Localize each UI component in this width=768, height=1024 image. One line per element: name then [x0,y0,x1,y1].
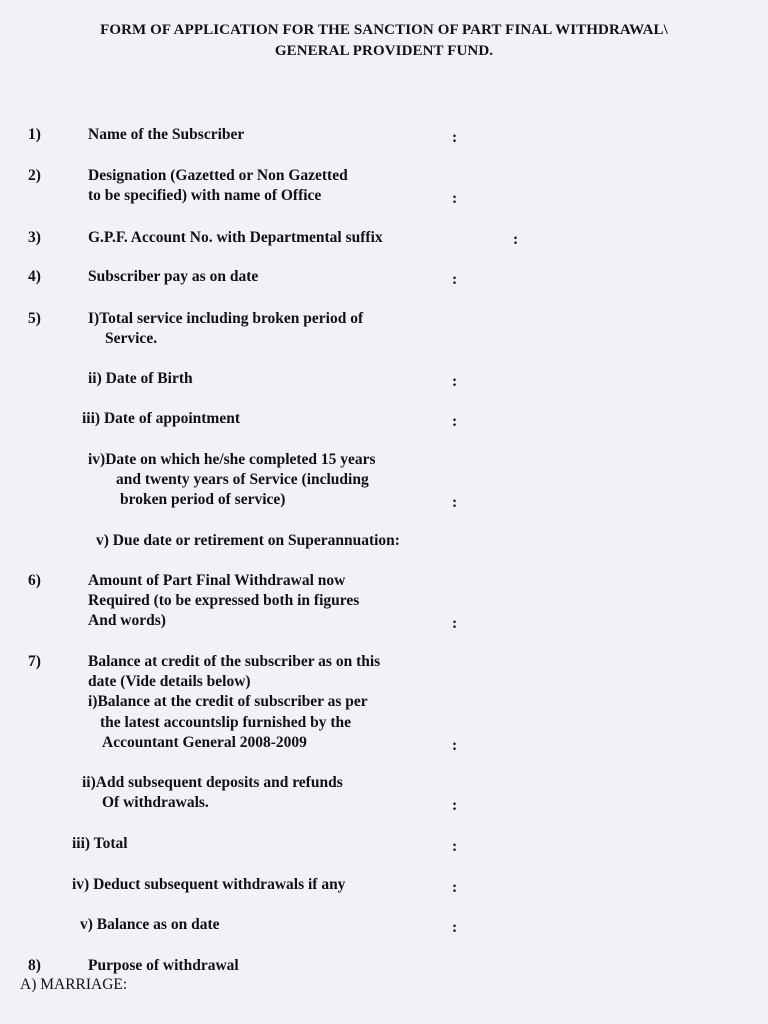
field-colon: : [452,271,458,288]
item-text: Subscriber pay as on date [88,268,259,285]
field-colon: : [452,373,458,390]
item-text: i)Balance at the credit of subscriber as per [88,693,368,710]
item-text: I)Total service including broken period of [88,310,364,327]
item-number: 1) [28,126,41,143]
form-title-line-2: GENERAL PROVIDENT FUND. [274,43,494,59]
item-text: Service. [105,330,158,347]
field-colon: : [452,797,458,814]
item-number: 2) [28,167,41,184]
field-colon: : [513,231,519,248]
item-text: G.P.F. Account No. with Departmental suffix [88,229,383,246]
item-text: Of withdrawals. [102,794,209,811]
purpose-marriage-label: A) MARRIAGE: [20,976,128,993]
item-number: 7) [28,653,41,670]
item-text: date (Vide details below) [88,673,251,690]
field-colon: : [452,919,458,936]
item-text: v) Due date or retirement on Superannuation: [96,532,400,549]
item-number: 8) [28,957,41,974]
item-text: broken period of service) [120,491,286,508]
item-number: 4) [28,268,41,285]
item-text: and twenty years of Service (including [116,471,369,488]
item-text: Amount of Part Final Withdrawal now [88,572,346,589]
field-colon: : [452,615,458,632]
item-text: Name of the Subscriber [88,126,245,143]
field-colon: : [452,190,458,207]
field-colon: : [452,413,458,430]
item-text: v) Balance as on date [80,916,220,933]
field-colon: : [452,879,458,896]
item-text: And words) [88,612,166,629]
field-colon: : [452,737,458,754]
item-text: iv) Deduct subsequent withdrawals if any [72,876,346,893]
form-title-line-1: FORM OF APPLICATION FOR THE SANCTION OF PART FINAL WITHDRAWAL\ [100,22,668,38]
item-text: ii)Add subsequent deposits and refunds [82,774,343,791]
field-colon: : [452,838,458,855]
item-text: Required (to be expressed both in figures [88,592,360,609]
item-text: ii) Date of Birth [88,370,193,387]
item-number: 6) [28,572,41,589]
field-colon: : [452,494,458,511]
item-text: Purpose of withdrawal [88,957,239,974]
item-text: to be specified) with name of Office [88,187,322,204]
item-number: 5) [28,310,41,327]
item-text: the latest accountslip furnished by the [100,714,352,731]
item-text: Accountant General 2008-2009 [102,734,307,751]
field-colon: : [452,129,458,146]
item-number: 3) [28,229,41,246]
item-text: iv)Date on which he/she completed 15 years [88,451,376,468]
item-text: iii) Date of appointment [82,410,241,427]
item-text: iii) Total [72,835,128,852]
item-text: Balance at credit of the subscriber as on this [88,653,381,670]
item-text: Designation (Gazetted or Non Gazetted [88,167,348,184]
